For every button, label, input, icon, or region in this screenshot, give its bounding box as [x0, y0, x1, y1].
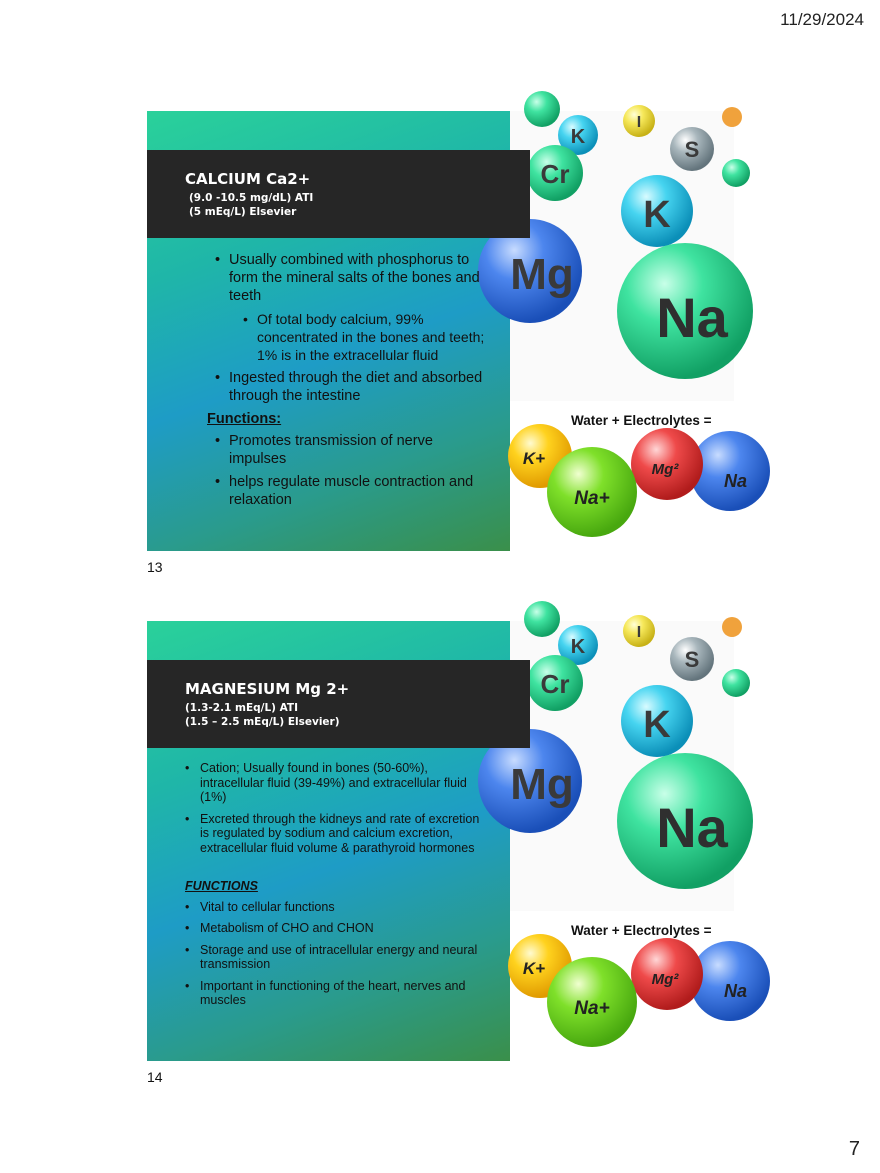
- sphere-label: Cr: [540, 669, 570, 699]
- slide-number: 13: [147, 559, 163, 575]
- sphere-label: S: [684, 647, 700, 672]
- functions-heading: Functions:: [207, 411, 282, 427]
- slide-title: MAGNESIUM Mg 2+: [185, 680, 350, 698]
- ion-label: Na+: [574, 488, 610, 509]
- bullet-item: • Promotes transmission of nerve impulses: [207, 432, 487, 468]
- electrolytes-image: [510, 621, 748, 1061]
- page-number: 7: [848, 1138, 860, 1160]
- sphere-label: Mg: [510, 760, 574, 809]
- bullet-item: • Excreted through the kidneys and rate of excretion is regulated by sodium and calcium excretion, extracellular fluid volume & parathyroid hormones: [185, 812, 490, 856]
- bullet-item: • helps regulate muscle contraction and relaxation: [207, 473, 487, 509]
- sphere-label: Cr: [540, 159, 570, 189]
- sphere-na-top: [524, 91, 560, 127]
- print-date: 11/29/2024: [780, 10, 864, 29]
- sphere-label: I: [636, 624, 642, 641]
- ion-label: Mg²: [651, 971, 679, 988]
- ion-label: Na: [724, 981, 748, 1001]
- sphere-na-top: [524, 601, 560, 637]
- slide-title: CALCIUM Ca2+: [185, 170, 311, 188]
- bullet-item: • Usually combined with phosphorus to form the mineral salts of the bones and teeth: [207, 251, 487, 305]
- electrolyte-spheres-illustration: [510, 621, 748, 1061]
- sphere-label: K: [570, 636, 586, 658]
- sphere-label: Na: [656, 286, 728, 349]
- slide-14: [147, 621, 748, 1061]
- sphere-edge: [722, 107, 742, 127]
- sub-bullet-item: • Of total body calcium, 99% concentrated in the bones and teeth; 1% is in the extracellular fluid: [237, 310, 487, 364]
- bullet-item: • Important in functioning of the heart, nerves and muscles: [185, 979, 490, 1008]
- sphere-edge: [722, 159, 750, 187]
- bullet-item: • Vital to cellular functions: [185, 900, 490, 915]
- functions-heading: FUNCTIONS: [185, 879, 258, 893]
- slide-number: 14: [147, 1069, 163, 1085]
- slide-subtitle: (1.3-2.1 mEq/L) ATI: [185, 702, 299, 714]
- slide-subtitle: (9.0 -10.5 mg/dL) ATI: [189, 192, 314, 204]
- ion-label: Na+: [574, 998, 610, 1019]
- sphere-label: Mg: [510, 250, 574, 299]
- bullet-item: • Cation; Usually found in bones (50-60%), intracellular fluid (39-49%) and extracellular fluid (1%): [185, 761, 490, 805]
- slide-title-box: [147, 660, 530, 748]
- electrolyte-spheres-illustration: [510, 111, 748, 551]
- ion-label: Na: [724, 471, 748, 491]
- sphere-label: K: [643, 194, 671, 236]
- slide-body: [185, 761, 490, 1015]
- electrolytes-caption: Water + Electrolytes =: [571, 923, 712, 938]
- ion-label: Mg²: [651, 461, 679, 478]
- bullet-item: • Ingested through the diet and absorbed through the intestine: [207, 369, 487, 405]
- ion-label: K+: [522, 959, 546, 978]
- electrolytes-caption: Water + Electrolytes =: [571, 413, 712, 428]
- sphere-label: S: [684, 137, 700, 162]
- sphere-label: Na: [656, 796, 728, 859]
- sphere-label: K: [570, 126, 586, 148]
- bullet-item: • Metabolism of CHO and CHON: [185, 921, 490, 936]
- sphere-edge: [722, 669, 750, 697]
- slide-subtitle: (1.5 – 2.5 mEq/L) Elsevier): [185, 716, 340, 728]
- slide-title-box: [147, 150, 530, 238]
- sphere-label: I: [636, 114, 642, 131]
- electrolytes-image: [510, 111, 748, 551]
- ion-label: K+: [522, 449, 546, 468]
- slide-body: [207, 251, 487, 514]
- sphere-edge: [722, 617, 742, 637]
- sphere-label: K: [643, 704, 671, 746]
- bullet-item: • Storage and use of intracellular energy and neural transmission: [185, 943, 490, 972]
- slide-13: [147, 111, 748, 551]
- slide-subtitle: (5 mEq/L) Elsevier: [189, 206, 297, 218]
